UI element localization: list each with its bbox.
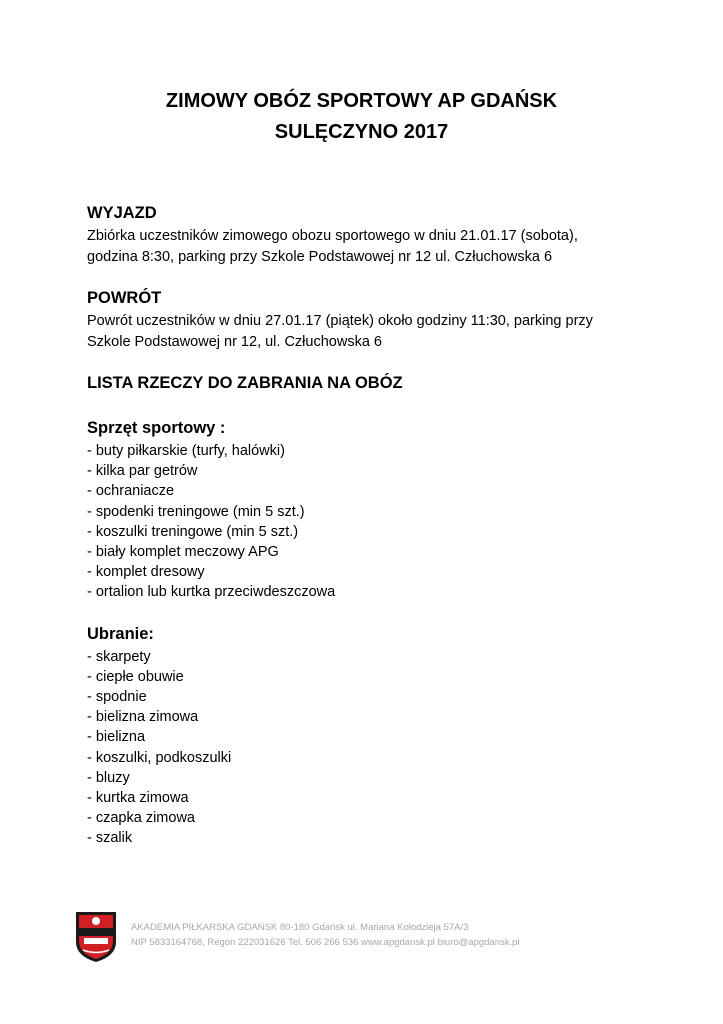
list-item: - spodnie — [87, 689, 147, 706]
wyjazd-text-line: godzina 8:30, parking przy Szkole Podstawowej nr 12 ul. Człuchowska 6 — [87, 249, 553, 265]
list-item: - koszulki, podkoszulki — [87, 749, 232, 766]
list-item: - bielizna — [87, 729, 146, 746]
list-item: - biały komplet meczowy APG — [87, 544, 279, 561]
list-item: - czapka zimowa — [87, 810, 195, 827]
list-item: - koszulki treningowe (min 5 szt.) — [87, 523, 299, 540]
section-wyjazd — [87, 200, 687, 268]
footer-contact: NIP 5833164768, Regon 222031626 Tel. 506 266 536 www.apgdansk.pl biuro@apgdansk.pl — [131, 937, 520, 948]
footer-address: AKADEMIA PIŁKARSKA GDAŃSK 80-180 Gdańsk ul. Mariana Kołodzieja 57A/3 — [131, 922, 469, 933]
page-footer — [73, 908, 673, 968]
list-item: - kurtka zimowa — [87, 790, 189, 807]
title-line-2: SULĘCZYNO 2017 — [274, 121, 449, 143]
section-heading-ubranie: Ubranie: — [87, 624, 154, 643]
list-item: - kilka par getrów — [87, 463, 198, 480]
footer-text — [131, 920, 520, 950]
document-body — [87, 200, 687, 849]
list-item: - ciepłe obuwie — [87, 668, 184, 685]
list-item: - szalik — [87, 830, 133, 847]
section-heading-wyjazd: WYJAZD — [87, 204, 157, 222]
section-lista — [87, 370, 687, 396]
list-item: - ortalion lub kurtka przeciwdeszczowa — [87, 584, 336, 601]
wyjazd-text-line: Zbiórka uczestników zimowego obozu sportowego w dniu 21.01.17 (sobota), — [87, 228, 578, 244]
ubranie-list — [87, 647, 687, 849]
list-item: - ochraniacze — [87, 483, 175, 500]
club-crest-icon — [73, 908, 119, 964]
powrot-text-line: Szkole Podstawowej nr 12, ul. Człuchowska 6 — [87, 334, 382, 350]
section-heading-sprzet: Sprzęt sportowy : — [87, 419, 226, 437]
section-powrot — [87, 285, 687, 353]
powrot-text-line: Powrót uczestników w dniu 27.01.17 (piątek) około godziny 11:30, parking przy — [87, 313, 593, 329]
title-line-1: ZIMOWY OBÓZ SPORTOWY AP GDAŃSK — [165, 90, 558, 112]
section-heading-lista: LISTA RZECZY DO ZABRANIA NA OBÓZ — [87, 374, 403, 392]
sprzet-list — [87, 441, 687, 603]
section-ubranie — [87, 621, 687, 849]
document-title — [0, 86, 723, 148]
section-sprzet — [87, 415, 687, 603]
list-item: - komplet dresowy — [87, 564, 205, 581]
list-item: - buty piłkarskie (turfy, halówki) — [87, 443, 285, 459]
list-item: - bielizna zimowa — [87, 709, 199, 726]
list-item: - bluzy — [87, 769, 130, 786]
section-heading-powrot: POWRÓT — [87, 289, 162, 307]
list-item: - skarpety — [87, 648, 151, 665]
list-item: - spodenki treningowe (min 5 szt.) — [87, 503, 305, 520]
